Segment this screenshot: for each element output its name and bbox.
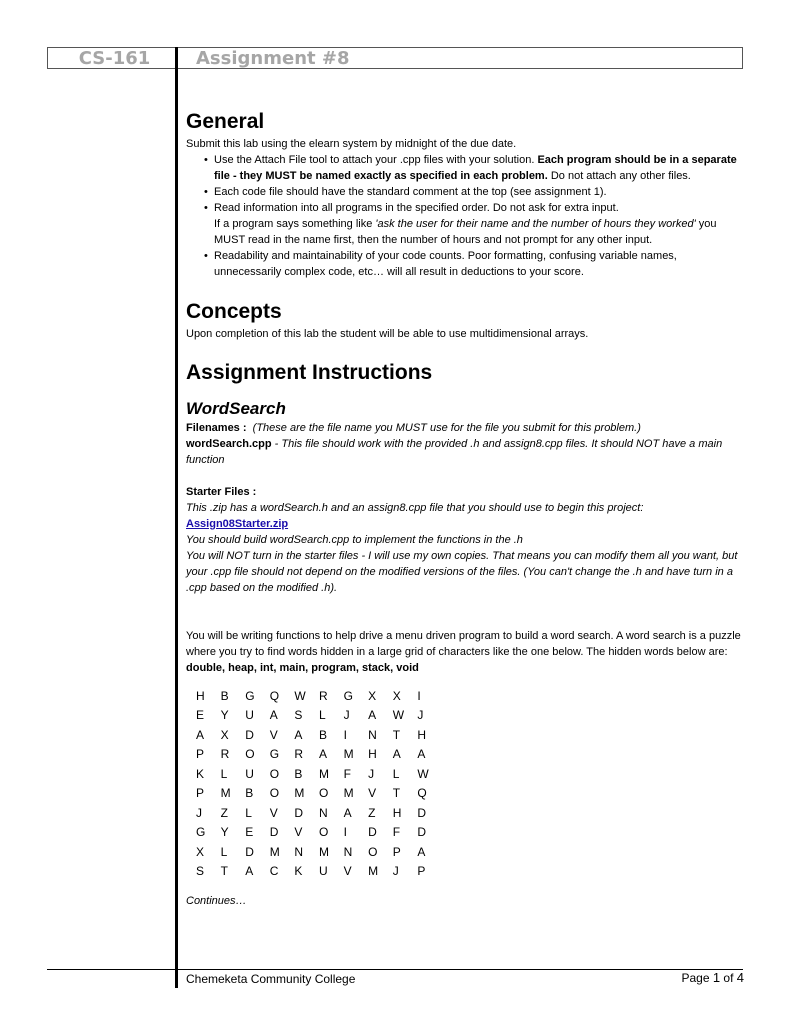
- page-mid: of: [720, 971, 737, 985]
- grid-cell: G: [269, 747, 280, 762]
- grid-cell: W: [417, 766, 429, 781]
- grid-cell: X: [196, 844, 205, 859]
- grid-cell: V: [368, 786, 377, 801]
- header-box: [47, 47, 743, 69]
- grid-cell: G: [245, 688, 255, 703]
- grid-cell: D: [245, 844, 254, 859]
- continues-label: Continues…: [186, 895, 247, 907]
- grid-cell: L: [245, 805, 252, 820]
- grid-cell: D: [417, 805, 427, 820]
- grid-cell: A: [269, 708, 278, 723]
- filenames-line: [186, 420, 746, 436]
- list-item: • Each code file should have the standard comment at the top (see assignment 1).: [214, 184, 746, 200]
- bullet-text: Do not attach any other files.: [547, 170, 691, 182]
- grid-cell: G: [196, 825, 206, 840]
- grid-cell: O: [269, 766, 280, 781]
- filenames-note: (These are the file name you MUST use for the file you submit for this problem.): [252, 422, 641, 434]
- grid-cell: A: [196, 727, 205, 742]
- file-line: [186, 436, 746, 468]
- grid-cell: Q: [269, 688, 280, 703]
- grid-row: [196, 784, 442, 804]
- grid-cell: Y: [220, 708, 229, 723]
- grid-cell: V: [269, 805, 278, 820]
- grid-cell: D: [368, 825, 377, 840]
- starter-desc-text: This .zip has a wordSearch.h and an assign8.cpp file that you should use to begin this project:: [186, 502, 644, 514]
- general-intro: Submit this lab using the elearn system by midnight of the due date.: [186, 138, 517, 150]
- wordsearch-heading: WordSearch: [186, 399, 286, 418]
- grid-cell: X: [392, 688, 401, 703]
- grid-cell: A: [417, 747, 426, 762]
- grid-cell: Z: [220, 805, 228, 820]
- grid-cell: D: [245, 727, 254, 742]
- grid-cell: R: [318, 688, 328, 703]
- grid-cell: J: [417, 708, 424, 723]
- grid-cell: M: [343, 786, 354, 801]
- grid-cell: D: [417, 825, 427, 840]
- grid-cell: R: [220, 747, 230, 762]
- grid-cell: S: [294, 708, 303, 723]
- grid-cell: J: [343, 708, 350, 723]
- page-number: [681, 970, 744, 986]
- page-prefix: Page: [681, 971, 713, 985]
- grid-cell: A: [392, 747, 401, 762]
- starter-zip-link[interactable]: Assign08Starter.zip: [186, 518, 289, 530]
- grid-cell: N: [318, 805, 328, 820]
- grid-cell: Y: [220, 825, 229, 840]
- grid-cell: A: [294, 727, 303, 742]
- starter-label: [186, 484, 746, 500]
- grid-cell: P: [417, 864, 426, 879]
- grid-cell: P: [392, 844, 401, 859]
- grid-cell: T: [220, 864, 228, 879]
- grid-cell: S: [196, 864, 205, 879]
- desc-text: You will be writing functions to help drive a menu driven program to build a word search. A word search is a puzzle where you try to find words hidden in a large grid of characters like the one below. The hidden words below are:: [186, 630, 741, 658]
- grid-cell: F: [392, 825, 401, 840]
- grid-cell: P: [196, 747, 205, 762]
- grid-cell: A: [368, 708, 377, 723]
- grid-cell: N: [294, 844, 304, 859]
- grid-cell: M: [343, 747, 354, 762]
- grid-cell: N: [343, 844, 353, 859]
- starter-line3: [186, 548, 746, 596]
- instructions-heading: Assignment Instructions: [186, 361, 433, 384]
- grid-cell: U: [245, 766, 254, 781]
- continues-text: [186, 893, 746, 909]
- course-code: CS-161: [78, 48, 151, 69]
- grid-cell: V: [343, 864, 352, 879]
- grid-row: [196, 686, 442, 706]
- starter-label-text: Starter Files :: [186, 486, 257, 498]
- bullet-text: Use the Attach File tool to attach your .cpp files with your solution.: [214, 154, 538, 166]
- grid-cell: J: [392, 864, 399, 879]
- grid-cell: M: [220, 786, 231, 801]
- grid-cell: T: [392, 786, 401, 801]
- hidden-words: double, heap, int, main, program, stack, void: [186, 662, 419, 674]
- grid-cell: G: [343, 688, 353, 703]
- wordsearch-description: [186, 628, 746, 676]
- file-name: wordSearch.cpp: [186, 438, 272, 450]
- document-body: [186, 108, 746, 909]
- grid-cell: B: [294, 766, 303, 781]
- list-item: [214, 152, 746, 184]
- grid-cell: H: [196, 688, 205, 703]
- grid-cell: U: [245, 708, 254, 723]
- grid-cell: X: [220, 727, 229, 742]
- grid-row: [196, 803, 442, 823]
- bullet-text: you MUST read in the name first, then the number of hours and not prompt for any other input.: [214, 218, 717, 246]
- grid-cell: Q: [417, 786, 427, 801]
- grid-row: [196, 842, 442, 862]
- list-item: • Readability and maintainability of your code counts. Poor formatting, confusing variable names, unnecessarily complex code, etc… will all result in deductions to your score.: [214, 248, 746, 280]
- grid-cell: O: [318, 825, 329, 840]
- grid-cell: R: [294, 747, 304, 762]
- bullet-text: If a program says something like: [214, 218, 376, 230]
- grid-cell: J: [368, 766, 375, 781]
- grid-cell: L: [220, 844, 228, 859]
- grid-cell: O: [269, 786, 280, 801]
- grid-cell: K: [294, 864, 303, 879]
- grid-cell: O: [245, 747, 255, 762]
- filenames-label: Filenames :: [186, 422, 247, 434]
- grid-cell: J: [196, 805, 202, 820]
- grid-cell: F: [343, 766, 351, 781]
- starter-line3-text: You will NOT turn in the starter files - I will use my own copies. That means you can modify them all you want, but your .cpp file should not depend on the modified versions of the files. (You can't change the .h and have turn in a .cpp based on the modified .h).: [186, 550, 738, 594]
- grid-row: [196, 862, 442, 882]
- concepts-text: Upon completion of this lab the student will be able to use multidimensional arrays.: [186, 328, 589, 340]
- grid-cell: I: [343, 727, 347, 742]
- grid-cell: O: [318, 786, 329, 801]
- left-rule: [175, 47, 178, 988]
- page-total: 4: [736, 970, 744, 985]
- grid-cell: X: [368, 688, 377, 703]
- grid-cell: N: [368, 727, 377, 742]
- grid-row: [196, 823, 442, 843]
- footer-college: Chemeketa Community College: [186, 972, 356, 986]
- grid-cell: L: [392, 766, 400, 781]
- grid-cell: M: [368, 864, 379, 879]
- grid-cell: T: [392, 727, 401, 742]
- grid-cell: A: [343, 805, 352, 820]
- bullet-italic-text: 'ask the user for their name and the number of hours they worked': [375, 218, 696, 230]
- grid-cell: O: [368, 844, 378, 859]
- grid-cell: D: [294, 805, 304, 820]
- grid-cell: H: [368, 747, 377, 762]
- starter-desc: [186, 500, 746, 516]
- grid-cell: E: [196, 708, 205, 723]
- concepts-heading: Concepts: [186, 300, 282, 323]
- grid-cell: B: [318, 727, 327, 742]
- general-heading: General: [186, 110, 265, 133]
- grid-cell: P: [196, 786, 205, 801]
- file-desc: - This file should work with the provided .h and assign8.cpp files. It should NOT have a main function: [186, 438, 723, 466]
- grid-cell: V: [294, 825, 303, 840]
- bullet-bold-text: Each program should be in a separate file - they MUST be named exactly as specified in each problem.: [214, 154, 737, 182]
- grid-cell: K: [196, 766, 205, 781]
- grid-cell: Z: [368, 805, 376, 820]
- page-current: 1: [712, 970, 721, 985]
- word-search-grid: [196, 686, 442, 881]
- grid-row: [196, 706, 442, 726]
- grid-cell: U: [318, 864, 328, 879]
- grid-cell: I: [417, 688, 421, 703]
- grid-cell: I: [343, 825, 347, 840]
- grid-cell: A: [417, 844, 426, 859]
- grid-cell: M: [269, 844, 280, 859]
- grid-cell: H: [417, 727, 427, 742]
- grid-cell: D: [269, 825, 279, 840]
- grid-cell: M: [318, 844, 329, 859]
- grid-row: [196, 745, 442, 765]
- grid-cell: M: [294, 786, 305, 801]
- grid-cell: W: [294, 688, 306, 703]
- grid-cell: V: [269, 727, 278, 742]
- list-item: [214, 200, 746, 248]
- grid-cell: L: [318, 708, 326, 723]
- grid-cell: B: [220, 688, 229, 703]
- grid-cell: W: [392, 708, 405, 723]
- starter-line2: [186, 532, 746, 548]
- starter-line2-text: You should build wordSearch.cpp to implement the functions in the .h: [186, 534, 523, 546]
- grid-row: [196, 725, 442, 745]
- grid-cell: M: [318, 766, 329, 781]
- grid-row: [196, 764, 442, 784]
- grid-cell: E: [245, 825, 254, 840]
- grid-cell: C: [269, 864, 279, 879]
- grid-cell: B: [245, 786, 254, 801]
- footer-rule: [47, 969, 743, 970]
- grid-cell: L: [220, 766, 228, 781]
- grid-cell: H: [392, 805, 402, 820]
- assignment-title: Assignment #8: [196, 48, 350, 69]
- general-list: [186, 152, 746, 280]
- grid-cell: A: [318, 747, 327, 762]
- grid-cell: A: [245, 864, 254, 879]
- bullet-text: Read information into all programs in the specified order. Do not ask for extra input.: [214, 202, 619, 214]
